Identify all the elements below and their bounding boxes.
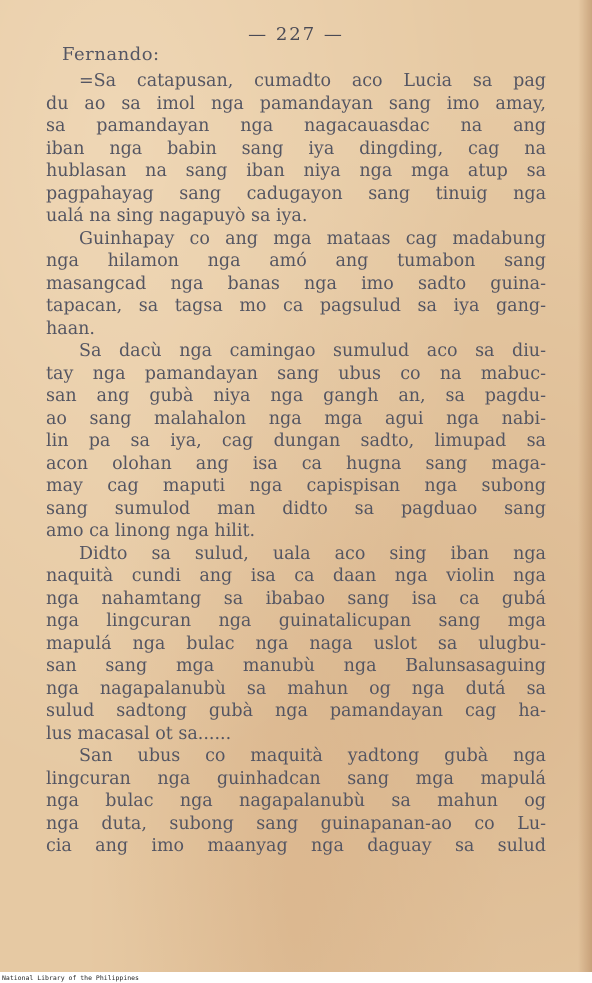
text-line: sa pamandayan nga nagacauasdac na ang — [46, 116, 546, 136]
body-text — [46, 70, 546, 858]
page-edge-shadow — [578, 0, 592, 972]
text-line: nga duta, subong sang guinapanan-ao co Lu- — [46, 813, 546, 834]
speaker-name: Fernando: — [62, 44, 160, 65]
text-line: ao sang malahalon nga mga agui nga nabi- — [46, 408, 546, 429]
page-number: — 227 — — [248, 24, 344, 45]
text-line: acon olohan ang isa ca hugna sang maga- — [46, 453, 546, 474]
text-line: nga nahamtang sa ibabao sang isa ca gubá — [46, 588, 546, 609]
text-line: lingcuran nga guinhadcan sang mga mapulá — [46, 768, 546, 789]
text-line: sang sumulod man didto sa pagduao sang — [46, 498, 546, 519]
text-line: nga lingcuran nga guinatalicupan sang mga — [46, 611, 546, 631]
text-line: iban nga babin sang iya dingding, cag na — [46, 138, 546, 159]
text-line: hublasan na sang iban niya nga mga atup sa — [46, 161, 546, 181]
text-line: amo ca linong nga hilit. — [46, 521, 256, 541]
text-line: lus macasal ot sa...... — [46, 723, 232, 744]
text-line: tay nga pamandayan sang ubus co na mabuc- — [46, 363, 546, 384]
text-line: du ao sa imol nga pamandayan sang imo amay, — [46, 93, 546, 114]
text-line: Didto sa sulud, uala aco sing iban nga — [79, 543, 546, 564]
text-line: =Sa catapusan, cumadto aco Lucia sa pag — [79, 71, 546, 91]
text-line: naquità cundi ang isa ca daan nga violin nga — [46, 566, 546, 586]
text-line: may cag maputi nga capispisan nga subong — [46, 476, 546, 496]
text-line: San ubus co maquità yadtong gubà nga — [79, 746, 546, 766]
footer-credit: National Library of the Philippines — [2, 974, 139, 982]
text-line: nga bulac nga nagapalanubù sa mahun og — [46, 791, 546, 811]
text-line: cia ang imo maanyag nga daguay sa sulud — [46, 836, 546, 856]
text-line: Guinhapay co ang mga mataas cag madabung — [79, 228, 546, 249]
text-line: sulud sadtong gubà nga pamandayan cag ha- — [46, 701, 546, 721]
text-line: san ang gubà niya nga gangh an, sa pagdu- — [46, 386, 546, 406]
text-line: masangcad nga banas nga imo sadto guina- — [46, 273, 546, 294]
text-line: san sang mga manubù nga Balunsasaguing — [46, 656, 546, 676]
text-line: nga hilamon nga amó ang tumabon sang — [46, 251, 546, 271]
text-line: nga nagapalanubù sa mahun og nga dutá sa — [46, 678, 546, 699]
text-line: Sa dacù nga camingao sumulud aco sa diu- — [79, 341, 546, 361]
text-line: haan. — [46, 318, 95, 339]
text-line: tapacan, sa tagsa mo ca pagsulud sa iya gang- — [46, 296, 546, 316]
text-line: lin pa sa iya, cag dungan sadto, limupad sa — [46, 431, 546, 451]
text-line: ualá na sing nagapuyò sa iya. — [46, 206, 308, 226]
text-line: pagpahayag sang cadugayon sang tinuig nga — [46, 183, 546, 204]
text-line: mapulá nga bulac nga naga uslot sa ulugbu- — [46, 633, 546, 654]
